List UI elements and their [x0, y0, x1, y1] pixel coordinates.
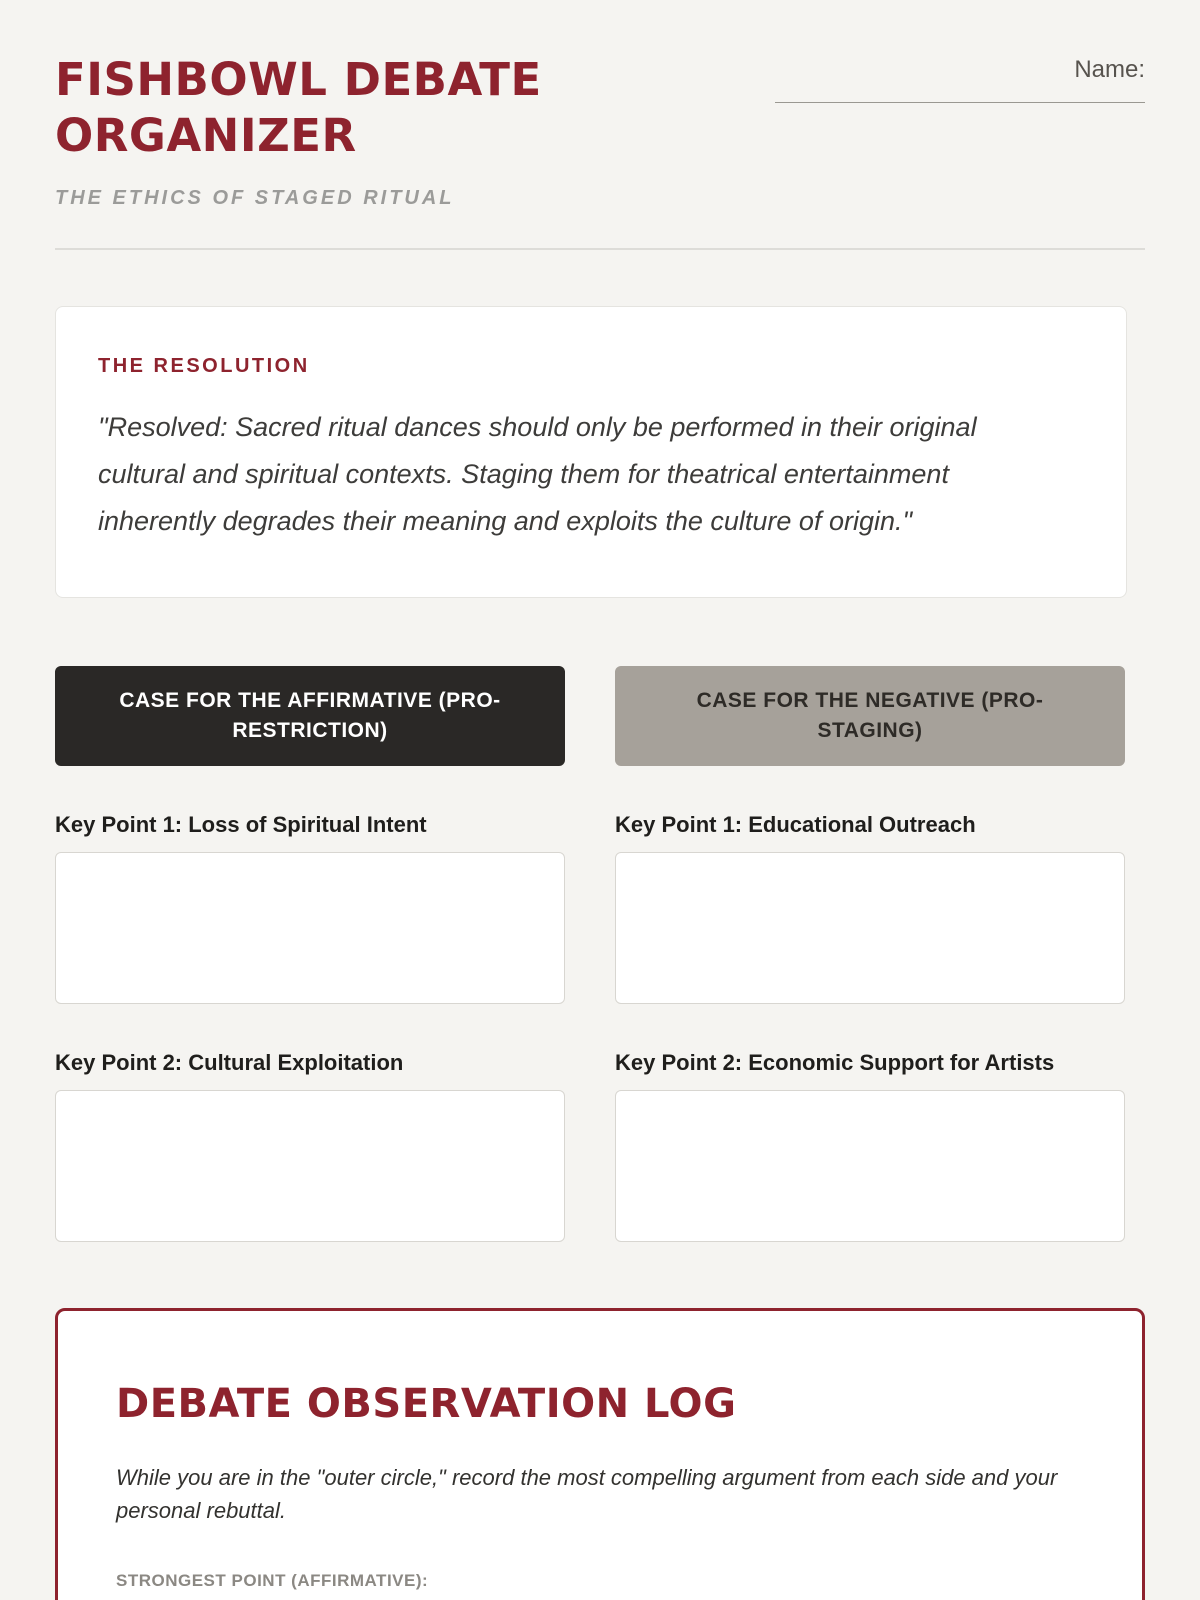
page-title: FISHBOWL DEBATE ORGANIZER [55, 53, 542, 163]
affirmative-case-header: CASE FOR THE AFFIRMATIVE (PRO-RESTRICTION) [55, 666, 565, 766]
affirmative-point-1-label: Key Point 1: Loss of Spiritual Intent [55, 812, 427, 838]
negative-point-2-input[interactable] [615, 1090, 1125, 1242]
name-block [775, 52, 1145, 103]
resolution-card [55, 306, 1127, 599]
header-divider [55, 248, 1145, 250]
negative-point-2-label: Key Point 2: Economic Support for Artists [615, 1050, 1055, 1076]
title-block [55, 52, 695, 210]
resolution-text: "Resolved: Sacred ritual dances should only be performed in their original cultural and spiritual contexts. Staging them for theatrical entertainment inherently degrades their meaning and exploits the culture of origin." [98, 411, 977, 536]
negative-point-1-input[interactable] [615, 852, 1125, 1004]
affirmative-point-2-input[interactable] [55, 1090, 565, 1242]
negative-case-header: CASE FOR THE NEGATIVE (PRO-STAGING) [615, 666, 1125, 766]
affirmative-point-2-label: Key Point 2: Cultural Exploitation [55, 1050, 404, 1076]
strongest-point-affirmative-label: STRONGEST POINT (AFFIRMATIVE): [116, 1571, 429, 1591]
page-subtitle: THE ETHICS OF STAGED RITUAL [55, 186, 455, 209]
cases-grid [55, 666, 1145, 1242]
observation-log-card [55, 1308, 1145, 1600]
affirmative-point-1-input[interactable] [55, 852, 565, 1004]
name-input[interactable] [775, 102, 1145, 103]
observation-log-instructions: While you are in the "outer circle," record the most compelling argument from each side and your personal rebuttal. [116, 1465, 1058, 1524]
header [55, 52, 1145, 210]
negative-point-1-label: Key Point 1: Educational Outreach [615, 812, 976, 838]
name-label: Name: [1074, 56, 1145, 83]
observation-log-title: DEBATE OBSERVATION LOG [116, 1381, 737, 1428]
resolution-heading: THE RESOLUTION [98, 354, 310, 377]
